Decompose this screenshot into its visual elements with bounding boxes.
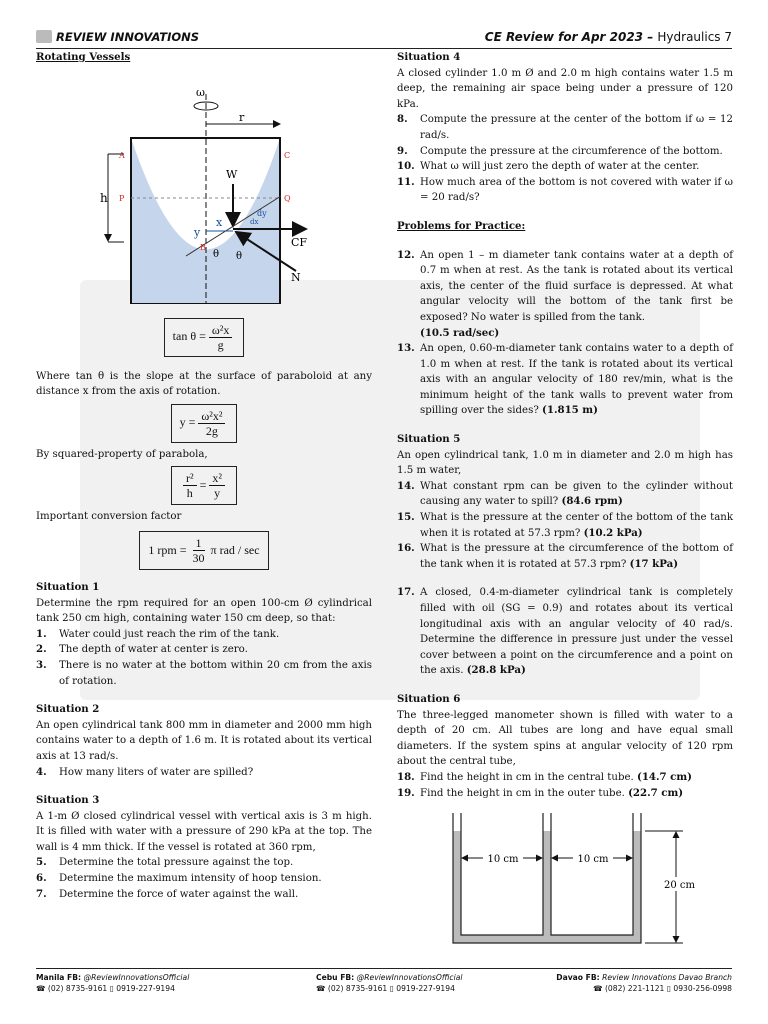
- right-dimension-label: 10 cm: [577, 854, 609, 866]
- problem-item: 16. What is the pressure at the circumference of the bottom of the tank when it is rotated at 57.3 rpm? (17 kPa): [397, 542, 733, 570]
- problem-item: 14. What constant rpm can be given to the cylinder without causing any water to spill? (84.6 rpm): [397, 479, 733, 508]
- point-q-label: Q: [284, 193, 291, 203]
- formula-equals: =: [199, 478, 207, 493]
- rotating-vessel-diagram: [36, 66, 372, 304]
- formula-denominator: 30: [192, 550, 205, 565]
- formula-tan-theta: [164, 318, 245, 357]
- formula-parabola: [171, 466, 237, 505]
- manometer-diagram: [397, 811, 733, 951]
- situation-6-text: The three-legged manometer shown is filled with water to a depth of 20 cm. All tubes are long and have equal small diameters. If the system spins at angular velocity of 120 rpm about the central tube,: [397, 709, 733, 768]
- formula-y: [171, 404, 238, 443]
- centrifugal-force-label: CF: [291, 235, 308, 249]
- point-c-label: C: [284, 150, 291, 160]
- bottom-tube-water: [453, 935, 641, 943]
- situation-1-title: Situation 1: [36, 580, 100, 593]
- problem-item: 17. A closed, 0.4-m-diameter cylindrical tank is completely filled with oil (SG = 0.9) and rotates about its vertical longitudinal axis with an angular velocity of 40 rad/s. Determine the difference in pressure just under the vessel cover between a point on the circumference and a point on the axis. (28.8 kPa): [397, 586, 733, 677]
- left-column: [36, 50, 372, 902]
- formula-lhs: tan θ =: [172, 329, 206, 344]
- formula-denominator: 2g: [205, 423, 218, 438]
- problem-item: 5. Determine the total pressure against the top.: [36, 856, 294, 869]
- situation-4-title: Situation 4: [397, 51, 461, 63]
- formula-numerator: r²: [183, 471, 197, 486]
- problem-item: 12. An open 1 – m diameter tank contains water at a depth of 0.7 m when at rest. As the tank is rotated about its vertical axis, the center of the fluid surface is depressed. At what angular velocity will the bottom of the tank first be exposed? No water is spilled from the tank. (10.5 rad/sec): [397, 248, 733, 339]
- formula-denominator: h: [186, 486, 193, 501]
- paragraph-conversion: Important conversion factor: [36, 511, 182, 523]
- course-dash: –: [643, 30, 658, 44]
- course-topic: Hydraulics 7: [657, 30, 732, 44]
- point-b-label: B: [200, 242, 206, 252]
- problem-item: 18. Find the height in cm in the central tube. (14.7 cm): [397, 770, 692, 783]
- situation-5-text: An open cylindrical tank, 1.0 m in diameter and 2.0 m high has 1.5 m water,: [397, 449, 733, 477]
- course-title: [485, 30, 732, 44]
- formula-denominator: y: [214, 486, 221, 501]
- paragraph-slope: Where tan θ is the slope at the surface of paraboloid at any distance x from the axis of rotation.: [36, 370, 372, 398]
- situation-2-text: An open cylindrical tank 800 mm in diameter and 2000 mm high contains water to a depth of 1.6 m. It is rotated about its vertical axis at 13 rad/s.: [36, 719, 372, 762]
- center-tube-water: [543, 831, 551, 943]
- radius-label: r: [239, 110, 245, 124]
- dx-label: dx: [250, 217, 259, 226]
- situation-1-text: Determine the rpm required for an open 100-cm Ø cylindrical tank 250 cm high, containing water 150 cm deep, so that:: [36, 597, 372, 625]
- point-a-label: A: [119, 150, 125, 160]
- brand: [36, 30, 199, 44]
- brand-logo-icon: [36, 30, 52, 43]
- height-label: h: [100, 190, 108, 205]
- footer-cebu: Cebu FB: @ReviewInnovationsOfficial ☎ (02) 8735-9161 ▯ 0919-227-9194: [316, 973, 463, 993]
- problem-item: 2. The depth of water at center is zero.: [36, 643, 248, 656]
- situation-5-title: Situation 5: [397, 433, 461, 446]
- problem-item: 6. Determine the maximum intensity of hoop tension.: [36, 872, 322, 885]
- footer-davao: Davao FB: Review Innovations Davao Branch ☎ (082) 221-1121 ▯ 0930-256-0998: [556, 973, 732, 993]
- paragraph-squared-property: By squared-property of parabola,: [36, 448, 208, 460]
- problem-item: 11. How much area of the bottom is not covered with water if ω = 20 rad/s?: [397, 175, 733, 204]
- formula-lhs: 1 rpm =: [148, 542, 187, 557]
- section-title: Rotating Vessels: [36, 51, 131, 63]
- theta-label-2: θ: [236, 250, 243, 262]
- formula-rhs: π rad / sec: [210, 542, 260, 557]
- problem-item: 9. Compute the pressure at the circumference of the bottom.: [397, 144, 723, 157]
- footer-manila: Manila FB: @ReviewInnovationsOfficial ☎ (02) 8735-9161 ▯ 0919-227-9194: [36, 973, 190, 993]
- left-tube-water: [453, 831, 461, 943]
- situation-2-title: Situation 2: [36, 703, 100, 716]
- page-footer: [36, 968, 732, 993]
- course-name: CE Review for Apr 2023: [484, 30, 644, 44]
- x-label: x: [216, 215, 223, 229]
- situation-3-text: A 1-m Ø closed cylindrical vessel with vertical axis is 3 m high. It is filled with water with a pressure of 290 kPa at the top. The wall is 4 mm thick. If the vessel is rotated at 360 rpm,: [36, 810, 372, 853]
- problem-item: 4. How many liters of water are spilled?: [36, 765, 254, 778]
- problem-item: 13. An open, 0.60-m-diameter tank contains water to a depth of 1.0 m when at rest. If the tank is rotated about its vertical axis with an angular velocity of 180 rev/min, what is the minimum height of the tank walls to prevent water from spilling over the sides? (1.815 m): [397, 342, 733, 417]
- omega-label: ω: [196, 85, 205, 99]
- problem-item: 15. What is the pressure at the center of the bottom of the tank when it is rotated at 57.3 rpm? (10.2 kPa): [397, 511, 733, 539]
- situation-4-text: A closed cylinder 1.0 m Ø and 2.0 m high contains water 1.5 m deep, the remaining air space being under a pressure of 120 kPa.: [397, 67, 733, 110]
- point-p-label: P: [119, 193, 125, 203]
- normal-force-label: N: [291, 270, 301, 284]
- formula-rpm: [139, 531, 268, 570]
- formula-numerator: 1: [193, 536, 205, 551]
- problem-item: 7. Determine the force of water against the wall.: [36, 887, 299, 900]
- situation-6-title: Situation 6: [397, 692, 461, 705]
- right-tube-water: [633, 831, 641, 943]
- formula-numerator: ω²x²: [198, 409, 225, 424]
- formula-lhs: y =: [179, 415, 196, 430]
- y-label: y: [194, 225, 201, 239]
- problem-item: 8. Compute the pressure at the center of the bottom if ω = 12 rad/s.: [397, 113, 733, 141]
- height-dimension-label: 20 cm: [664, 880, 695, 892]
- problem-item: 3. There is no water at the bottom within 20 cm from the axis of rotation.: [36, 658, 372, 687]
- formula-numerator: ω²x: [209, 323, 233, 338]
- formula-denominator: g: [217, 337, 224, 352]
- theta-label-1: θ: [213, 248, 220, 260]
- page-header: [36, 28, 732, 49]
- right-column: [397, 50, 733, 951]
- brand-name: REVIEW INNOVATIONS: [56, 30, 200, 44]
- left-dimension-label: 10 cm: [487, 854, 519, 866]
- formula-numerator: x²: [209, 471, 225, 486]
- problem-item: 10. What ω will just zero the depth of water at the center.: [397, 160, 700, 173]
- dy-label: dy: [257, 208, 267, 218]
- problem-item: 1. Water could just reach the rim of the tank.: [36, 627, 280, 640]
- situation-3-title: Situation 3: [36, 794, 100, 807]
- weight-label: W: [226, 167, 238, 181]
- practice-title: Problems for Practice:: [397, 219, 526, 232]
- problem-item: 19. Find the height in cm in the outer tube. (22.7 cm): [397, 786, 684, 799]
